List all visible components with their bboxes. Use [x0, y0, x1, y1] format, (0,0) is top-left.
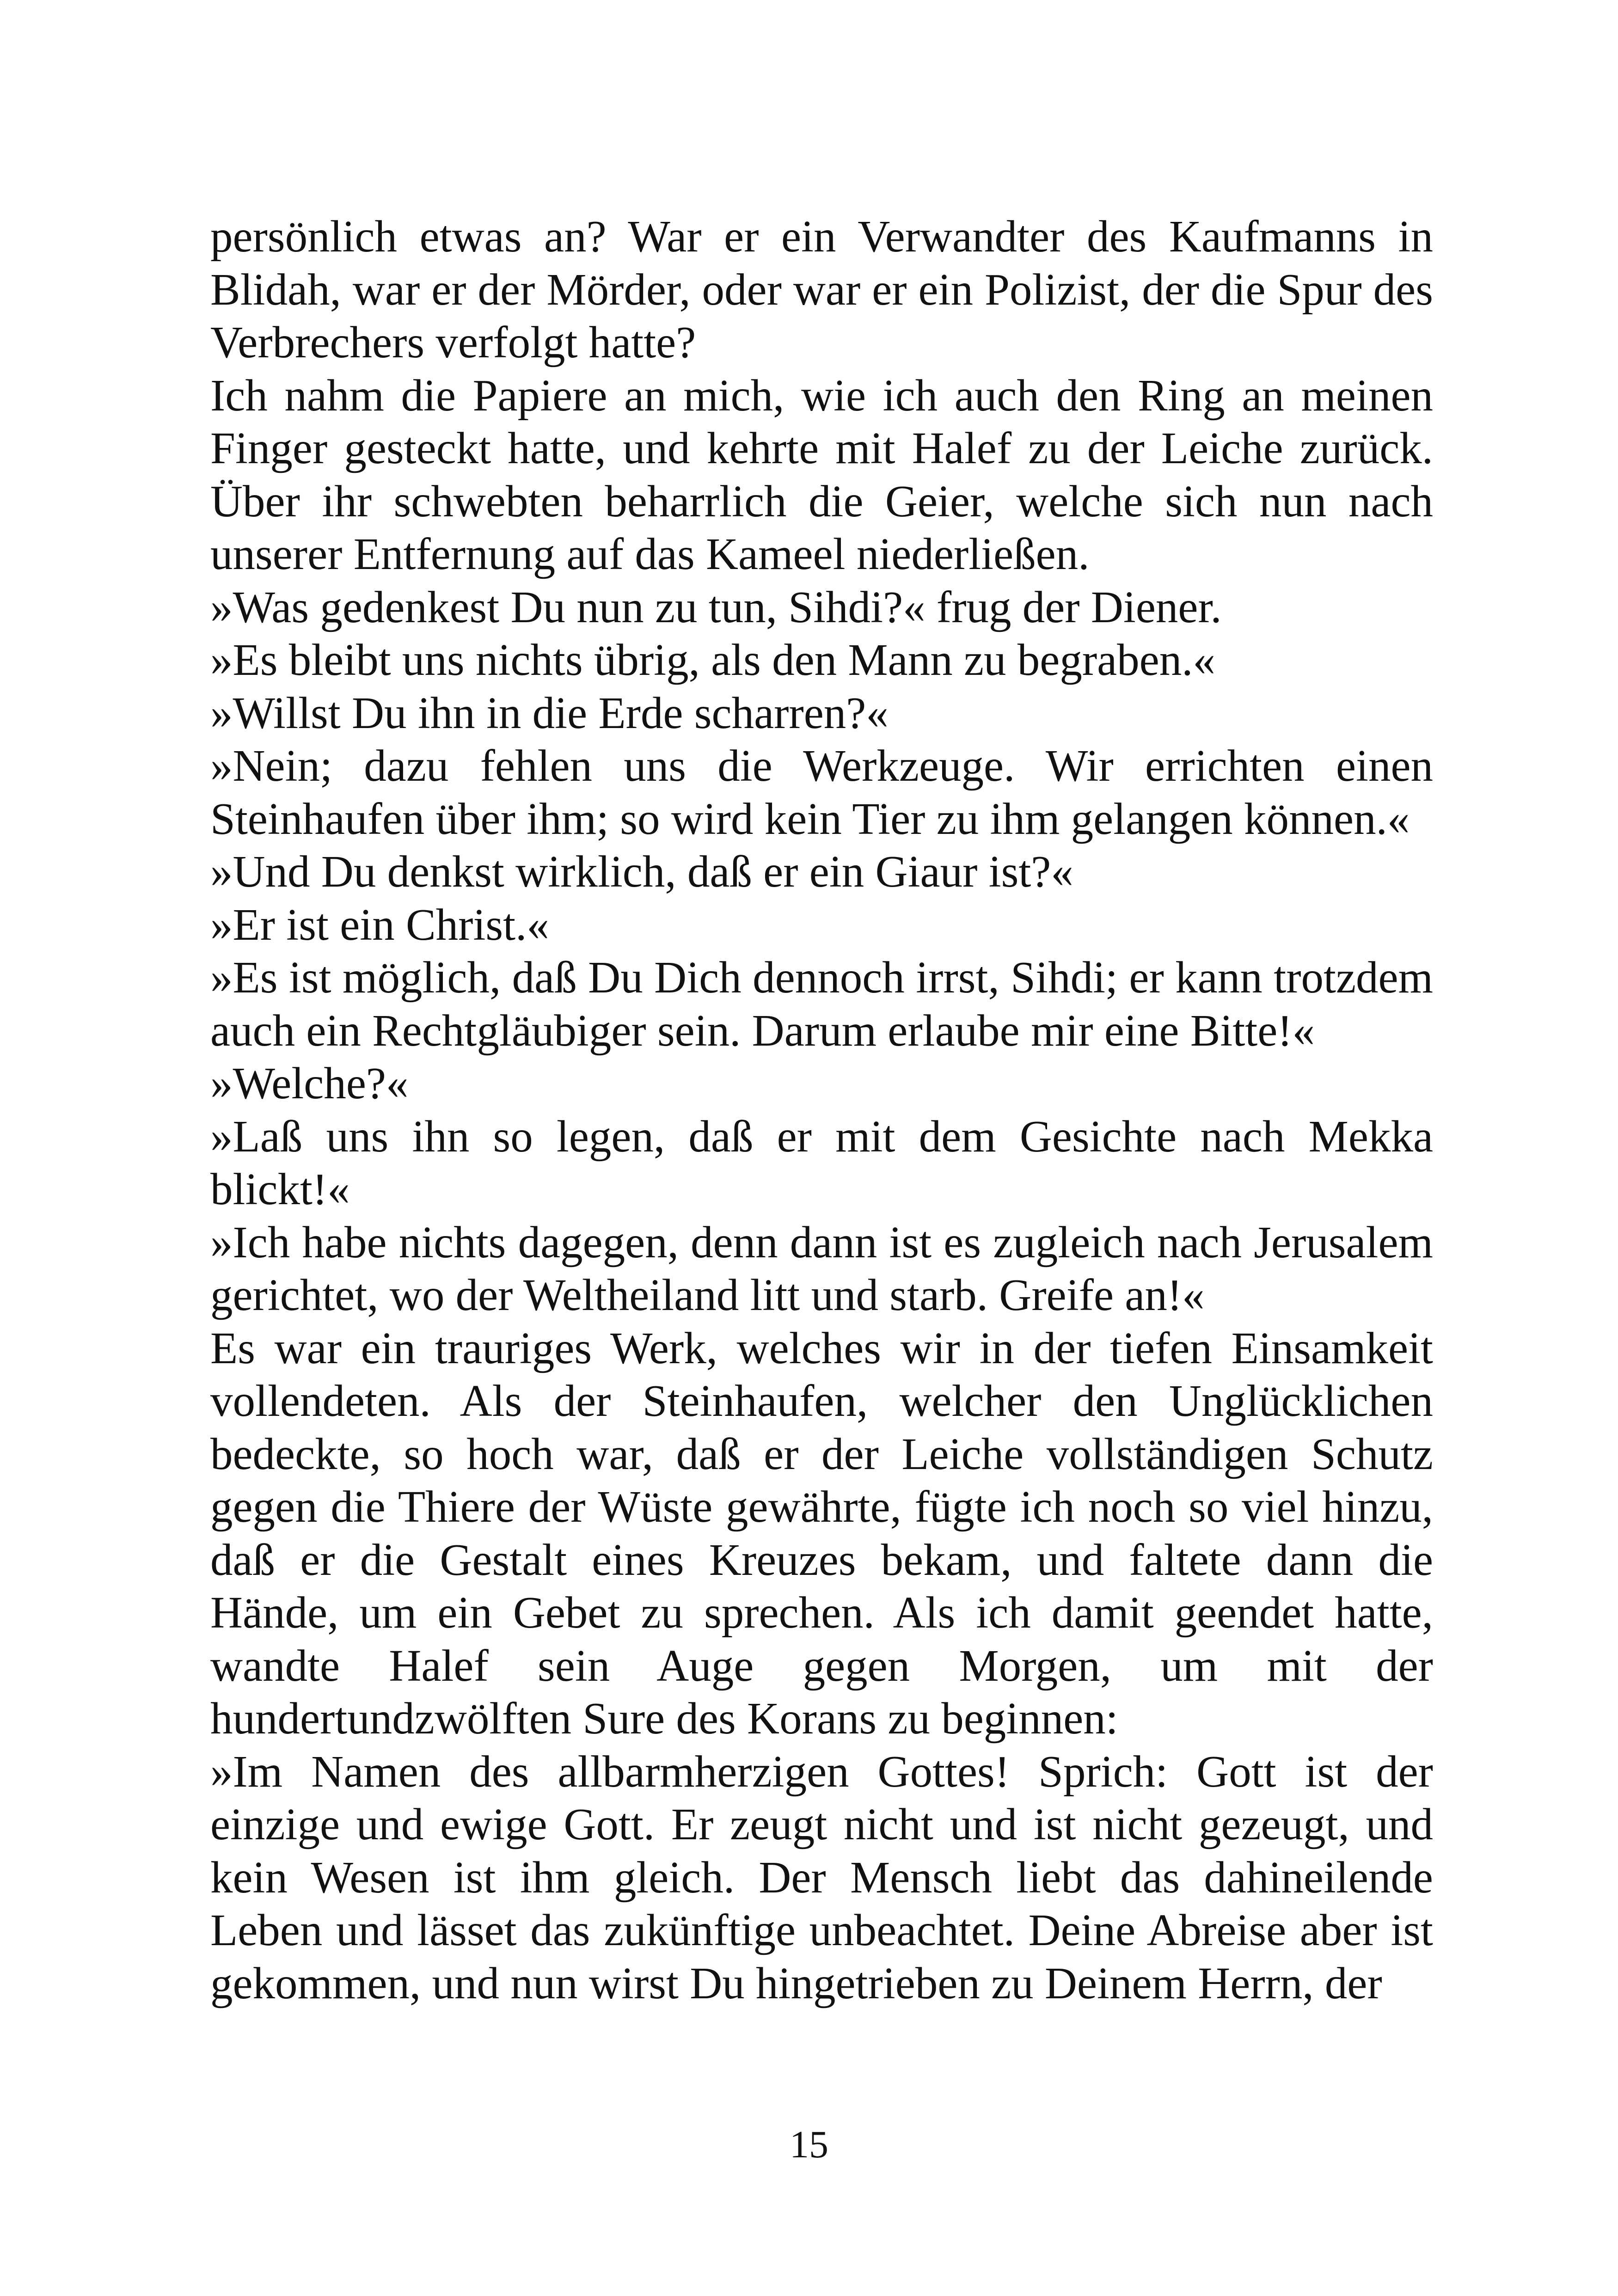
paragraph: Ich nahm die Papiere an mich, wie ich auch den Ring an meinen Finger gesteckt hatte, und kehrte mit Halef zu der Leiche zurück. Über ihr schwebten beharrlich die Geier, welche sich nun nach unserer Entfernung auf das Kameel niederließen.	[210, 370, 1433, 579]
dialogue-line: »Es ist möglich, daß Du Dich dennoch irrst, Sihdi; er kann trotzdem auch ein Rechtgläubiger sein. Darum erlaube mir eine Bitte!«	[210, 953, 1433, 1055]
page-number: 15	[790, 2123, 828, 2166]
dialogue-line: »Im Namen des allbarmherzigen Gottes! Sprich: Gott ist der einzige und ewige Gott. Er zeugt nicht und ist nicht gezeugt, und kein Wesen ist ihm gleich. Der Mensch liebt das dahineilende Leben und lässet das zukünftige unbeachtet. Deine Abreise aber ist gekommen, und nun wirst Du hingetrieben zu Deinem Herrn, der	[210, 1746, 1433, 2008]
dialogue-line: »Und Du denkst wirklich, daß er ein Giaur ist?«	[210, 847, 1073, 896]
paragraph: persönlich etwas an? War er ein Verwandter des Kaufmanns in Blidah, war er der Mörder, oder war er ein Polizist, der die Spur des Verbrechers verfolgt hatte?	[210, 212, 1433, 367]
paragraph: Es war ein trauriges Werk, welches wir in der tiefen Einsamkeit vollendeten. Als der Steinhaufen, welcher den Unglücklichen bedeckte, so hoch war, daß er der Leiche vollständigen Schutz gegen die Thiere der Wüste gewährte, fügte ich noch so viel hinzu, daß er die Gestalt eines Kreuzes bekam, und faltete dann die Hände, um ein Gebet zu sprechen. Als ich damit geendet hatte, wandte Halef sein Auge gegen Morgen, um mit der hundertundzwölften Sure des Korans zu beginnen:	[210, 1323, 1433, 1743]
dialogue-line: »Laß uns ihn so legen, daß er mit dem Gesichte nach Mekka blickt!«	[210, 1111, 1433, 1214]
dialogue-line: »Willst Du ihn in die Erde scharren?«	[210, 688, 889, 738]
dialogue-line: »Ich habe nichts dagegen, denn dann ist es zugleich nach Jerusalem gerichtet, wo der Weltheiland litt und starb. Greife an!«	[210, 1217, 1433, 1320]
dialogue-line: »Es bleibt uns nichts übrig, als den Mann zu begraben.«	[210, 635, 1215, 685]
dialogue-line: »Er ist ein Christ.«	[210, 900, 549, 949]
body-text	[210, 210, 1433, 2010]
dialogue-line: »Welche?«	[210, 1059, 409, 1108]
dialogue-line: »Nein; dazu fehlen uns die Werkzeuge. Wir errichten einen Steinhaufen über ihm; so wird kein Tier zu ihm gelangen können.«	[210, 741, 1433, 844]
dialogue-line: »Was gedenkest Du nun zu tun, Sihdi?« frug der Diener.	[210, 582, 1222, 632]
